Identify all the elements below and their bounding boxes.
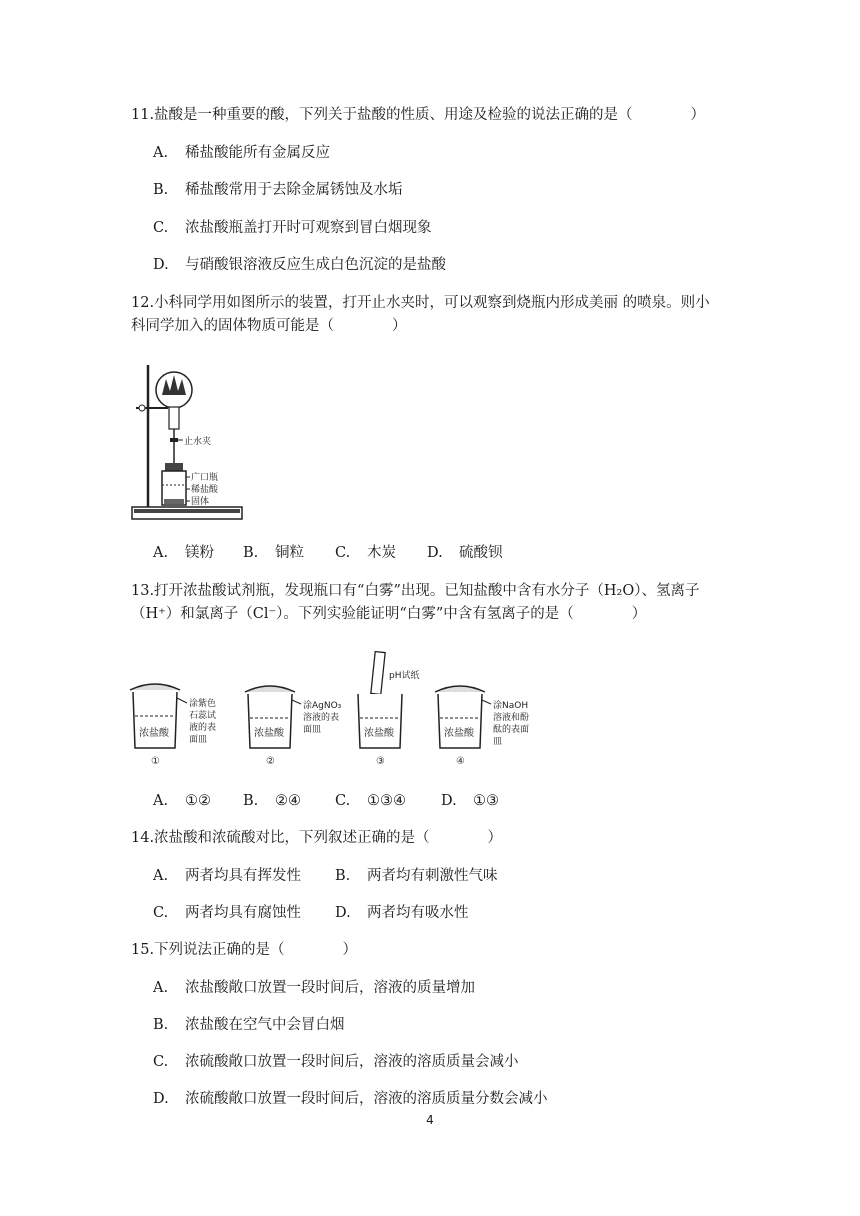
q12-option-c: C. 木炭 xyxy=(335,545,396,561)
svg-text:浓盐酸: 浓盐酸 xyxy=(364,728,394,739)
q13-option-b: B. ②④ xyxy=(243,793,301,809)
q11-option-d: D. 与硝酸银溶液反应生成白色沉淀的是盐酸 xyxy=(153,257,446,273)
q15-option-d: D. 浓硫酸敞口放置一段时间后，溶液的溶质质量分数会减小 xyxy=(153,1091,548,1107)
fountain-apparatus-figure xyxy=(128,355,248,525)
q12-option-d: D. 硫酸钡 xyxy=(427,545,503,561)
svg-text:①: ① xyxy=(151,756,160,767)
svg-text:酞的表面: 酞的表面 xyxy=(493,725,530,735)
beaker-2 xyxy=(245,686,342,767)
svg-text:浓盐酸: 浓盐酸 xyxy=(139,728,169,739)
q14-option-d: D. 两者均有吸水性 xyxy=(335,905,469,921)
svg-text:涂紫色: 涂紫色 xyxy=(189,699,217,709)
q12-stem-line2: 科同学加入的固体物质可能是（ ） xyxy=(131,318,407,334)
svg-text:④: ④ xyxy=(456,756,465,767)
svg-text:②: ② xyxy=(266,756,275,767)
q13-option-a: A. ①② xyxy=(153,793,211,809)
q12-stem-line1: 12.小科同学用如图所示的装置，打开止水夹时，可以观察到烧瓶内形成美丽 的喷泉。则小 xyxy=(131,295,710,311)
q15-stem: 15.下列说法正确的是（ ） xyxy=(131,942,358,958)
beaker-4 xyxy=(435,686,529,767)
svg-text:面皿: 面皿 xyxy=(303,725,322,735)
q14-option-c: C. 两者均具有腐蚀性 xyxy=(153,905,301,921)
svg-text:③: ③ xyxy=(376,756,385,767)
beaker-experiment-figure xyxy=(125,648,555,768)
svg-text:溶液的表: 溶液的表 xyxy=(303,713,340,723)
q15-option-a: A. 浓盐酸敞口放置一段时间后，溶液的质量增加 xyxy=(153,980,475,996)
q13-option-c: C. ①③④ xyxy=(335,793,406,809)
q14-options-row2 xyxy=(153,903,469,923)
q11-option-c: C. 浓盐酸瓶盖打开时可观察到冒白烟现象 xyxy=(153,220,432,236)
q14-option-b: B. 两者均有刺激性气味 xyxy=(335,868,498,884)
q15-option-b: B. 浓盐酸在空气中会冒白烟 xyxy=(153,1017,345,1033)
svg-text:涂AgNO₃: 涂AgNO₃ xyxy=(303,701,342,711)
svg-text:pH试纸: pH试纸 xyxy=(389,671,420,681)
fig-clamp-label: 止水夹 xyxy=(184,437,212,447)
q11-option-b: B. 稀盐酸常用于去除金属锈蚀及水垢 xyxy=(153,182,403,198)
svg-text:溶液和酚: 溶液和酚 xyxy=(493,713,530,723)
q11-stem: 11.盐酸是一种重要的酸，下列关于盐酸的性质、用途及检验的说法正确的是（ ） xyxy=(131,107,706,123)
svg-text:皿: 皿 xyxy=(493,737,503,747)
q12-option-a: A. 镁粉 xyxy=(153,545,214,561)
q12-options xyxy=(153,543,503,563)
beaker-1 xyxy=(130,684,216,767)
q14-options-row1 xyxy=(153,866,498,886)
q15-option-c: C. 浓硫酸敞口放置一段时间后，溶液的溶质质量会减小 xyxy=(153,1054,519,1070)
q12-option-b: B. 铜粒 xyxy=(243,545,304,561)
svg-text:涂NaOH: 涂NaOH xyxy=(493,701,529,711)
svg-text:石蕊试: 石蕊试 xyxy=(189,711,217,721)
svg-text:浓盐酸: 浓盐酸 xyxy=(254,728,284,739)
q11-option-a: A. 稀盐酸能所有金属反应 xyxy=(153,145,330,161)
q14-stem: 14.浓盐酸和浓硫酸对比，下列叙述正确的是（ ） xyxy=(131,830,503,846)
q13-stem-line2: （H⁺）和氯离子（Cl⁻）。下列实验能证明“白雾”中含有氢离子的是（ ） xyxy=(131,606,647,622)
svg-text:液的表: 液的表 xyxy=(189,723,217,733)
q13-options xyxy=(153,791,499,811)
svg-text:浓盐酸: 浓盐酸 xyxy=(444,728,474,739)
q13-stem-line1: 13.打开浓盐酸试剂瓶，发现瓶口有“白雾”出现。已知盐酸中含有水分子（H₂O）、氢离子 xyxy=(131,583,700,599)
fig-bottle-label: 广口瓶 xyxy=(191,473,219,483)
svg-text:面皿: 面皿 xyxy=(189,735,208,745)
page-number: 4 xyxy=(426,1113,434,1127)
q14-option-a: A. 两者均具有挥发性 xyxy=(153,868,301,884)
fig-acid-label: 稀盐酸 xyxy=(191,485,219,495)
q13-option-d: D. ①③ xyxy=(441,793,499,809)
fig-solid-label: 固体 xyxy=(191,497,210,507)
beaker-3 xyxy=(358,652,419,767)
